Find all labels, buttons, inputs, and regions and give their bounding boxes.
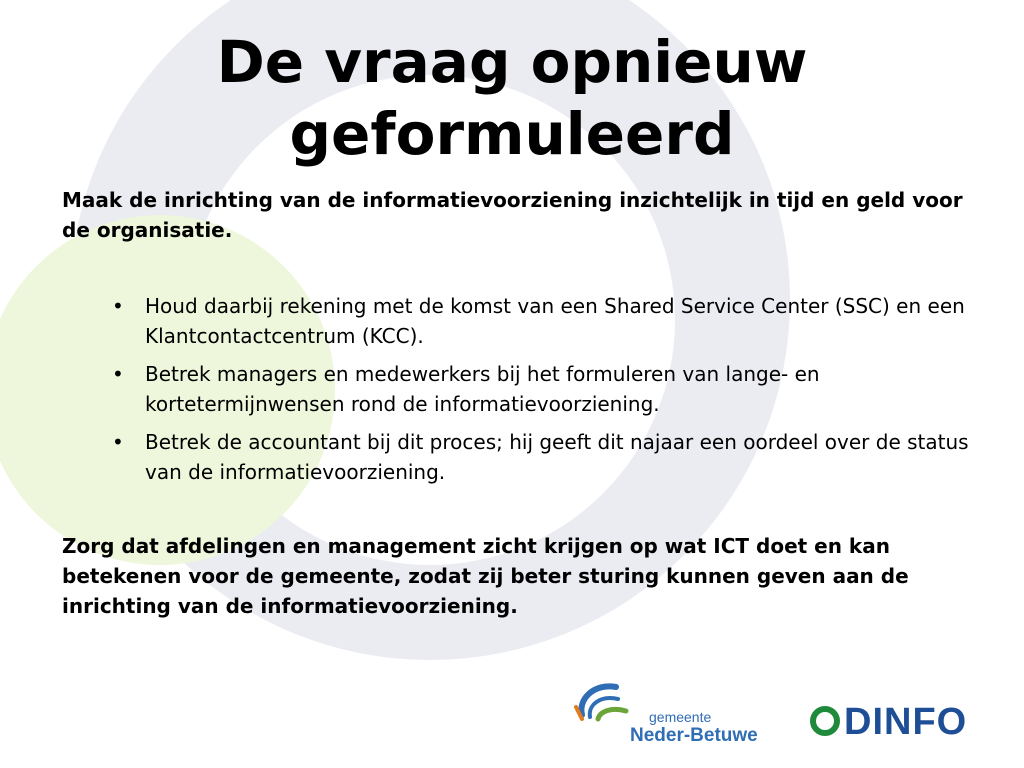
slide-title-line-2: geformuleerd	[289, 100, 735, 168]
bullet-text: Betrek managers en medewerkers bij het formuleren van lange- en kortetermijnwensen rond de informatievoorziening.	[145, 362, 820, 416]
neder-betuwe-logo-line1: gemeente	[649, 709, 712, 725]
bullet-icon: •	[112, 430, 124, 454]
bullet-item	[112, 359, 992, 419]
bullet-list	[112, 291, 992, 495]
neder-betuwe-logo	[572, 677, 772, 747]
slide-title	[80, 26, 944, 170]
neder-betuwe-logo-line2: Neder-Betuwe	[630, 725, 758, 746]
odinfo-logo-text: DINFO	[844, 701, 968, 743]
slide-title-line-1: De vraag opnieuw	[216, 28, 808, 96]
bullet-icon: •	[112, 362, 124, 386]
bullet-item	[112, 291, 992, 351]
bullet-text: Betrek de accountant bij dit proces; hij geeft dit najaar een oordeel over de status van de informatievoorziening.	[145, 430, 969, 484]
bullet-icon: •	[112, 294, 124, 318]
neder-betuwe-emblem-icon	[572, 677, 636, 727]
odinfo-logo	[808, 700, 978, 744]
bullet-item	[112, 427, 992, 487]
bullet-text: Houd daarbij rekening met de komst van een Shared Service Center (SSC) en een Klantcontactcentrum (KCC).	[145, 294, 965, 348]
intro-paragraph: Maak de inrichting van de informatievoorziening inzichtelijk in tijd en geld voor de organisatie.	[62, 188, 963, 242]
conclusion-paragraph: Zorg dat afdelingen en management zicht krijgen op wat ICT doet en kan betekenen voor de gemeente, zodat zij beter sturing kunnen geven aan de inrichting van de informatievoorziening.	[62, 534, 909, 618]
odinfo-ring-icon	[810, 706, 840, 736]
